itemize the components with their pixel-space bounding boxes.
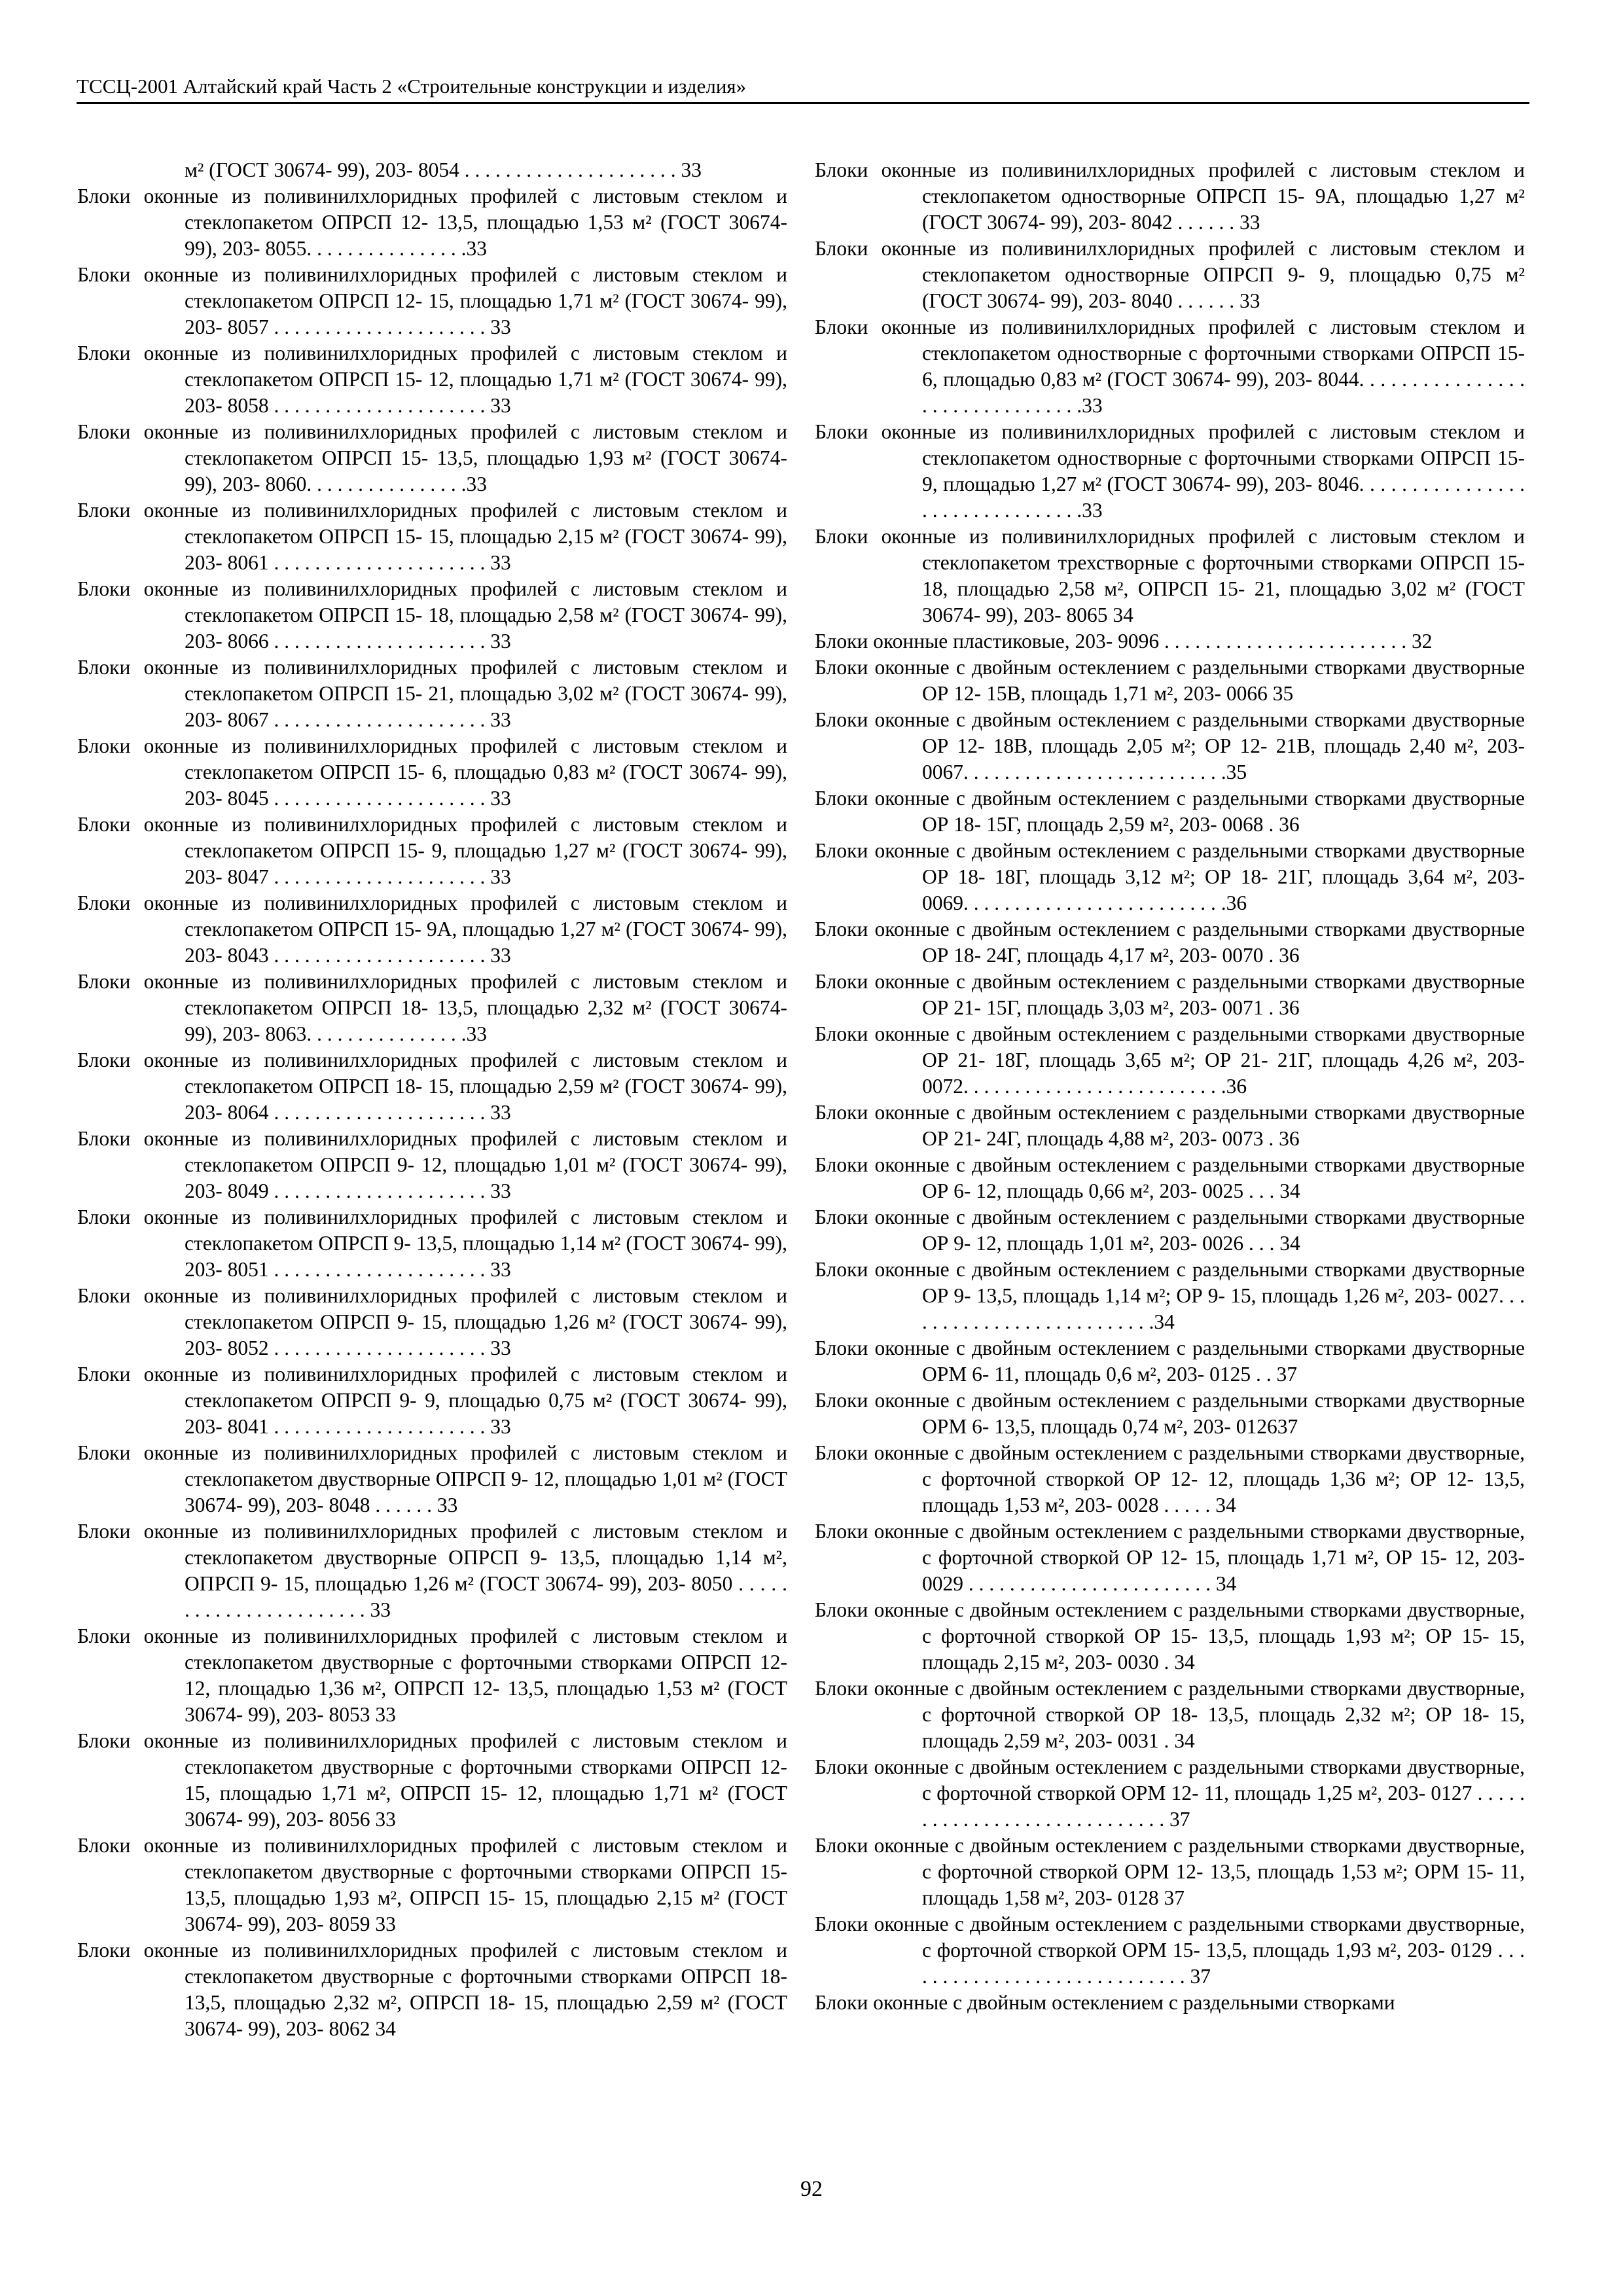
index-entry: Блоки оконные пластиковые, 203- 9096 . . . . . . . . . . . . . . . . . . . . . . . . 32 [815, 630, 1433, 653]
index-entry: Блоки оконные из поливинилхлоридных профилей с листовым стеклом и стеклопакетом ОПРСП 9- 9, площадью 0,75 м² (ГОСТ 30674- 99), 203- 8041 . . . . . . . . . . . . . . . . . . . . . 33 [77, 1363, 787, 1438]
page-number: 92 [800, 2177, 823, 2201]
index-entry: Блоки оконные из поливинилхлоридных профилей с листовым стеклом и стеклопакетом одностворные с форточными створками ОПРСП 15- 6, площадью 0,83 м² (ГОСТ 30674- 99), 203- 8044. . . . . . . . . . . . . . . . . . . . . . . . . . . . . . . .33 [815, 315, 1525, 417]
index-entry: Блоки оконные из поливинилхлоридных профилей с листовым стеклом и стеклопакетом ОПРСП 15- 12, площадью 1,71 м² (ГОСТ 30674- 99), 203- 8058 . . . . . . . . . . . . . . . . . . . . . 33 [77, 342, 787, 417]
index-entry: Блоки оконные из поливинилхлоридных профилей с листовым стеклом и стеклопакетом трехстворные с форточными створками ОПРСП 15- 18, площадью 2,58 м², ОПРСП 15- 21, площадью 3,02 м² (ГОСТ 30674- 99), 203- 8065 34 [815, 525, 1525, 626]
index-entry: Блоки оконные из поливинилхлоридных профилей с листовым стеклом и стеклопакетом ОПРСП 15- 6, площадью 0,83 м² (ГОСТ 30674- 99), 203- 8045 . . . . . . . . . . . . . . . . . . . . . 33 [77, 734, 787, 810]
index-entry: Блоки оконные из поливинилхлоридных профилей с листовым стеклом и стеклопакетом двустворные с форточными створками ОПРСП 15- 13,5, площадью 1,93 м², ОПРСП 15- 15, площадью 2,15 м² (ГОСТ 30674- 99), 203- 8059 33 [77, 1834, 787, 1935]
index-entry: Блоки оконные с двойным остеклением с раздельными створками двустворные, с форточной створкой ОРМ 12- 13,5, площадь 1,53 м²; ОРМ 15- 11, площадь 1,58 м², 203- 0128 37 [815, 1834, 1525, 1909]
index-entry: Блоки оконные с двойным остеклением с раздельными створками двустворные, с форточной створкой ОР 12- 15, площадь 1,71 м², ОР 15- 12, 203- 0029 . . . . . . . . . . . . . . . . . . . . . . . . 34 [815, 1520, 1525, 1595]
index-entry: Блоки оконные из поливинилхлоридных профилей с листовым стеклом и стеклопакетом одностворные ОПРСП 15- 9А, площадью 1,27 м² (ГОСТ 30674- 99), 203- 8042 . . . . . . 33 [815, 158, 1525, 234]
index-entry: Блоки оконные с двойным остеклением с раздельными створками двустворные ОР 18- 24Г, площадь 4,17 м², 203- 0070 . 36 [815, 918, 1525, 967]
page-header: ТССЦ-2001 Алтайский край Часть 2 «Строительные конструкции и изделия» [77, 71, 1529, 104]
index-entry: Блоки оконные из поливинилхлоридных профилей с листовым стеклом и стеклопакетом двустворные ОПРСП 9- 12, площадью 1,01 м² (ГОСТ 30674- 99), 203- 8048 . . . . . . 33 [77, 1441, 787, 1516]
index-entry: Блоки оконные с двойным остеклением с раздельными створками двустворные ОРМ 6- 13,5, площадь 0,74 м², 203- 012637 [815, 1389, 1525, 1438]
index-entry: Блоки оконные с двойным остеклением с раздельными створками двустворные ОР 18- 15Г, площадь 2,59 м², 203- 0068 . 36 [815, 787, 1525, 836]
index-entry: Блоки оконные с двойным остеклением с раздельными створками двустворные ОРМ 6- 11, площадь 0,6 м², 203- 0125 . . 37 [815, 1336, 1525, 1386]
index-entry: Блоки оконные с двойным остеклением с раздельными створками двустворные, с форточной створкой ОР 12- 12, площадь 1,36 м²; ОР 12- 13,5, площадь 1,53 м², 203- 0028 . . . . . 34 [815, 1441, 1525, 1516]
index-entry: Блоки оконные из поливинилхлоридных профилей с листовым стеклом и стеклопакетом ОПРСП 9- 15, площадью 1,26 м² (ГОСТ 30674- 99), 203- 8052 . . . . . . . . . . . . . . . . . . . . . 33 [77, 1284, 787, 1359]
index-entry: Блоки оконные с двойным остеклением с раздельными створками двустворные ОР 9- 12, площадь 1,01 м², 203- 0026 . . . 34 [815, 1206, 1525, 1255]
index-entry: Блоки оконные из поливинилхлоридных профилей с листовым стеклом и стеклопакетом двустворные с форточными створками ОПРСП 12- 15, площадью 1,71 м², ОПРСП 15- 12, площадью 1,71 м² (ГОСТ 30674- 99), 203- 8056 33 [77, 1729, 787, 1831]
index-entry: Блоки оконные из поливинилхлоридных профилей с листовым стеклом и стеклопакетом ОПРСП 18- 15, площадью 2,59 м² (ГОСТ 30674- 99), 203- 8064 . . . . . . . . . . . . . . . . . . . . . 33 [77, 1049, 787, 1124]
index-entry: Блоки оконные из поливинилхлоридных профилей с листовым стеклом и стеклопакетом одностворные с форточными створками ОПРСП 15- 9, площадью 1,27 м² (ГОСТ 30674- 99), 203- 8046. . . . . . . . . . . . . . . . . . . . . . . . . . . . . . . .33 [815, 420, 1525, 522]
index-entry: Блоки оконные из поливинилхлоридных профилей с листовым стеклом и стеклопакетом двустворные ОПРСП 9- 13,5, площадью 1,14 м², ОПРСП 9- 15, площадью 1,26 м² (ГОСТ 30674- 99), 203- 8050 . . . . . . . . . . . . . . . . . . . . . . . 33 [77, 1520, 787, 1621]
index-entry: Блоки оконные из поливинилхлоридных профилей с листовым стеклом и стеклопакетом ОПРСП 15- 21, площадью 3,02 м² (ГОСТ 30674- 99), 203- 8067 . . . . . . . . . . . . . . . . . . . . . 33 [77, 656, 787, 731]
index-entry: Блоки оконные с двойным остеклением с раздельными створками двустворные, с форточной створкой ОРМ 15- 13,5, площадь 1,93 м², 203- 0129 . . . . . . . . . . . . . . . . . . . . . . . . . . . . . 37 [815, 1912, 1525, 1988]
index-entry: Блоки оконные с двойным остеклением с раздельными створками двустворные ОР 21- 18Г, площадь 3,65 м²; ОР 21- 21Г, площадь 4,26 м², 203- 0072. . . . . . . . . . . . . . . . . . . . . . . . . .36 [815, 1022, 1525, 1098]
index-column-right [815, 157, 1525, 2016]
index-entry: Блоки оконные с двойным остеклением с раздельными створками двустворные ОР 21- 24Г, площадь 4,88 м², 203- 0073 . 36 [815, 1101, 1525, 1150]
index-entry: Блоки оконные из поливинилхлоридных профилей с листовым стеклом и стеклопакетом ОПРСП 18- 13,5, площадью 2,32 м² (ГОСТ 30674- 99), 203- 8063. . . . . . . . . . . . . . . .33 [77, 970, 787, 1045]
index-entry: Блоки оконные из поливинилхлоридных профилей с листовым стеклом и стеклопакетом ОПРСП 9- 12, площадью 1,01 м² (ГОСТ 30674- 99), 203- 8049 . . . . . . . . . . . . . . . . . . . . . 33 [77, 1127, 787, 1202]
index-entry: Блоки оконные из поливинилхлоридных профилей с листовым стеклом и стеклопакетом двустворные с форточными створками ОПРСП 18- 13,5, площадью 2,32 м², ОПРСП 18- 15, площадью 2,59 м² (ГОСТ 30674- 99), 203- 8062 34 [77, 1939, 787, 2040]
index-entry: Блоки оконные из поливинилхлоридных профилей с листовым стеклом и стеклопакетом ОПРСП 12- 15, площадью 1,71 м² (ГОСТ 30674- 99), 203- 8057 . . . . . . . . . . . . . . . . . . . . . 33 [77, 263, 787, 338]
index-entry: Блоки оконные из поливинилхлоридных профилей с листовым стеклом и стеклопакетом ОПРСП 15- 13,5, площадью 1,93 м² (ГОСТ 30674- 99), 203- 8060. . . . . . . . . . . . . . . .33 [77, 420, 787, 495]
index-entry: Блоки оконные с двойным остеклением с раздельными створками двустворные ОР 12- 18В, площадь 2,05 м²; ОР 12- 21В, площадь 2,40 м², 203- 0067. . . . . . . . . . . . . . . . . . . . . . . . . .35 [815, 708, 1525, 783]
index-entry: м² (ГОСТ 30674- 99), 203- 8054 . . . . . . . . . . . . . . . . . . . . . 33 [185, 158, 702, 181]
index-entry: Блоки оконные с двойным остеклением с раздельными створками двустворные, с форточной створкой ОР 18- 13,5, площадь 2,32 м²; ОР 18- 15, площадь 2,59 м², 203- 0031 . 34 [815, 1677, 1525, 1752]
index-entry: Блоки оконные из поливинилхлоридных профилей с листовым стеклом и стеклопакетом двустворные с форточными створками ОПРСП 12- 12, площадью 1,36 м², ОПРСП 12- 13,5, площадью 1,53 м² (ГОСТ 30674- 99), 203- 8053 33 [77, 1624, 787, 1726]
index-entry: Блоки оконные из поливинилхлоридных профилей с листовым стеклом и стеклопакетом ОПРСП 9- 13,5, площадью 1,14 м² (ГОСТ 30674- 99), 203- 8051 . . . . . . . . . . . . . . . . . . . . . 33 [77, 1206, 787, 1281]
index-entry: Блоки оконные с двойным остеклением с раздельными створками двустворные ОР 21- 15Г, площадь 3,03 м², 203- 0071 . 36 [815, 970, 1525, 1019]
index-column-left [77, 157, 787, 2042]
index-entry: Блоки оконные с двойным остеклением с раздельными створками двустворные ОР 12- 15В, площадь 1,71 м², 203- 0066 35 [815, 656, 1525, 705]
index-entry: Блоки оконные из поливинилхлоридных профилей с листовым стеклом и стеклопакетом одностворные ОПРСП 9- 9, площадью 0,75 м² (ГОСТ 30674- 99), 203- 8040 . . . . . . 33 [815, 237, 1525, 312]
index-entry: Блоки оконные из поливинилхлоридных профилей с листовым стеклом и стеклопакетом ОПРСП 15- 18, площадью 2,58 м² (ГОСТ 30674- 99), 203- 8066 . . . . . . . . . . . . . . . . . . . . . 33 [77, 577, 787, 653]
index-entry: Блоки оконные с двойным остеклением с раздельными створками двустворные, с форточной створкой ОРМ 12- 11, площадь 1,25 м², 203- 0127 . . . . . . . . . . . . . . . . . . . . . . . . . . . . . 37 [815, 1755, 1525, 1831]
index-entry: Блоки оконные из поливинилхлоридных профилей с листовым стеклом и стеклопакетом ОПРСП 15- 9, площадью 1,27 м² (ГОСТ 30674- 99), 203- 8047 . . . . . . . . . . . . . . . . . . . . . 33 [77, 813, 787, 888]
index-entry: Блоки оконные с двойным остеклением с раздельными створками двустворные ОР 9- 13,5, площадь 1,14 м²; ОР 9- 15, площадь 1,26 м², 203- 0027. . . . . . . . . . . . . . . . . . . . . . . . . .34 [815, 1258, 1525, 1333]
index-entry: Блоки оконные с двойным остеклением с раздельными створками двустворные, с форточной створкой ОР 15- 13,5, площадь 1,93 м²; ОР 15- 15, площадь 2,15 м², 203- 0030 . 34 [815, 1598, 1525, 1674]
index-entry: Блоки оконные из поливинилхлоридных профилей с листовым стеклом и стеклопакетом ОПРСП 15- 15, площадью 2,15 м² (ГОСТ 30674- 99), 203- 8061 . . . . . . . . . . . . . . . . . . . . . 33 [77, 499, 787, 574]
index-entry: Блоки оконные из поливинилхлоридных профилей с листовым стеклом и стеклопакетом ОПРСП 12- 13,5, площадью 1,53 м² (ГОСТ 30674- 99), 203- 8055. . . . . . . . . . . . . . . .33 [77, 185, 787, 260]
index-entry: Блоки оконные с двойным остеклением с раздельными створками двустворные ОР 6- 12, площадь 0,66 м², 203- 0025 . . . 34 [815, 1153, 1525, 1202]
index-entry: Блоки оконные с двойным остеклением с раздельными створками [815, 1991, 1395, 2014]
index-entry: Блоки оконные из поливинилхлоридных профилей с листовым стеклом и стеклопакетом ОПРСП 15- 9А, площадью 1,27 м² (ГОСТ 30674- 99), 203- 8043 . . . . . . . . . . . . . . . . . . . . . 33 [77, 891, 787, 967]
index-entry: Блоки оконные с двойным остеклением с раздельными створками двустворные ОР 18- 18Г, площадь 3,12 м²; ОР 18- 21Г, площадь 3,64 м², 203- 0069. . . . . . . . . . . . . . . . . . . . . . . . . .36 [815, 839, 1525, 914]
